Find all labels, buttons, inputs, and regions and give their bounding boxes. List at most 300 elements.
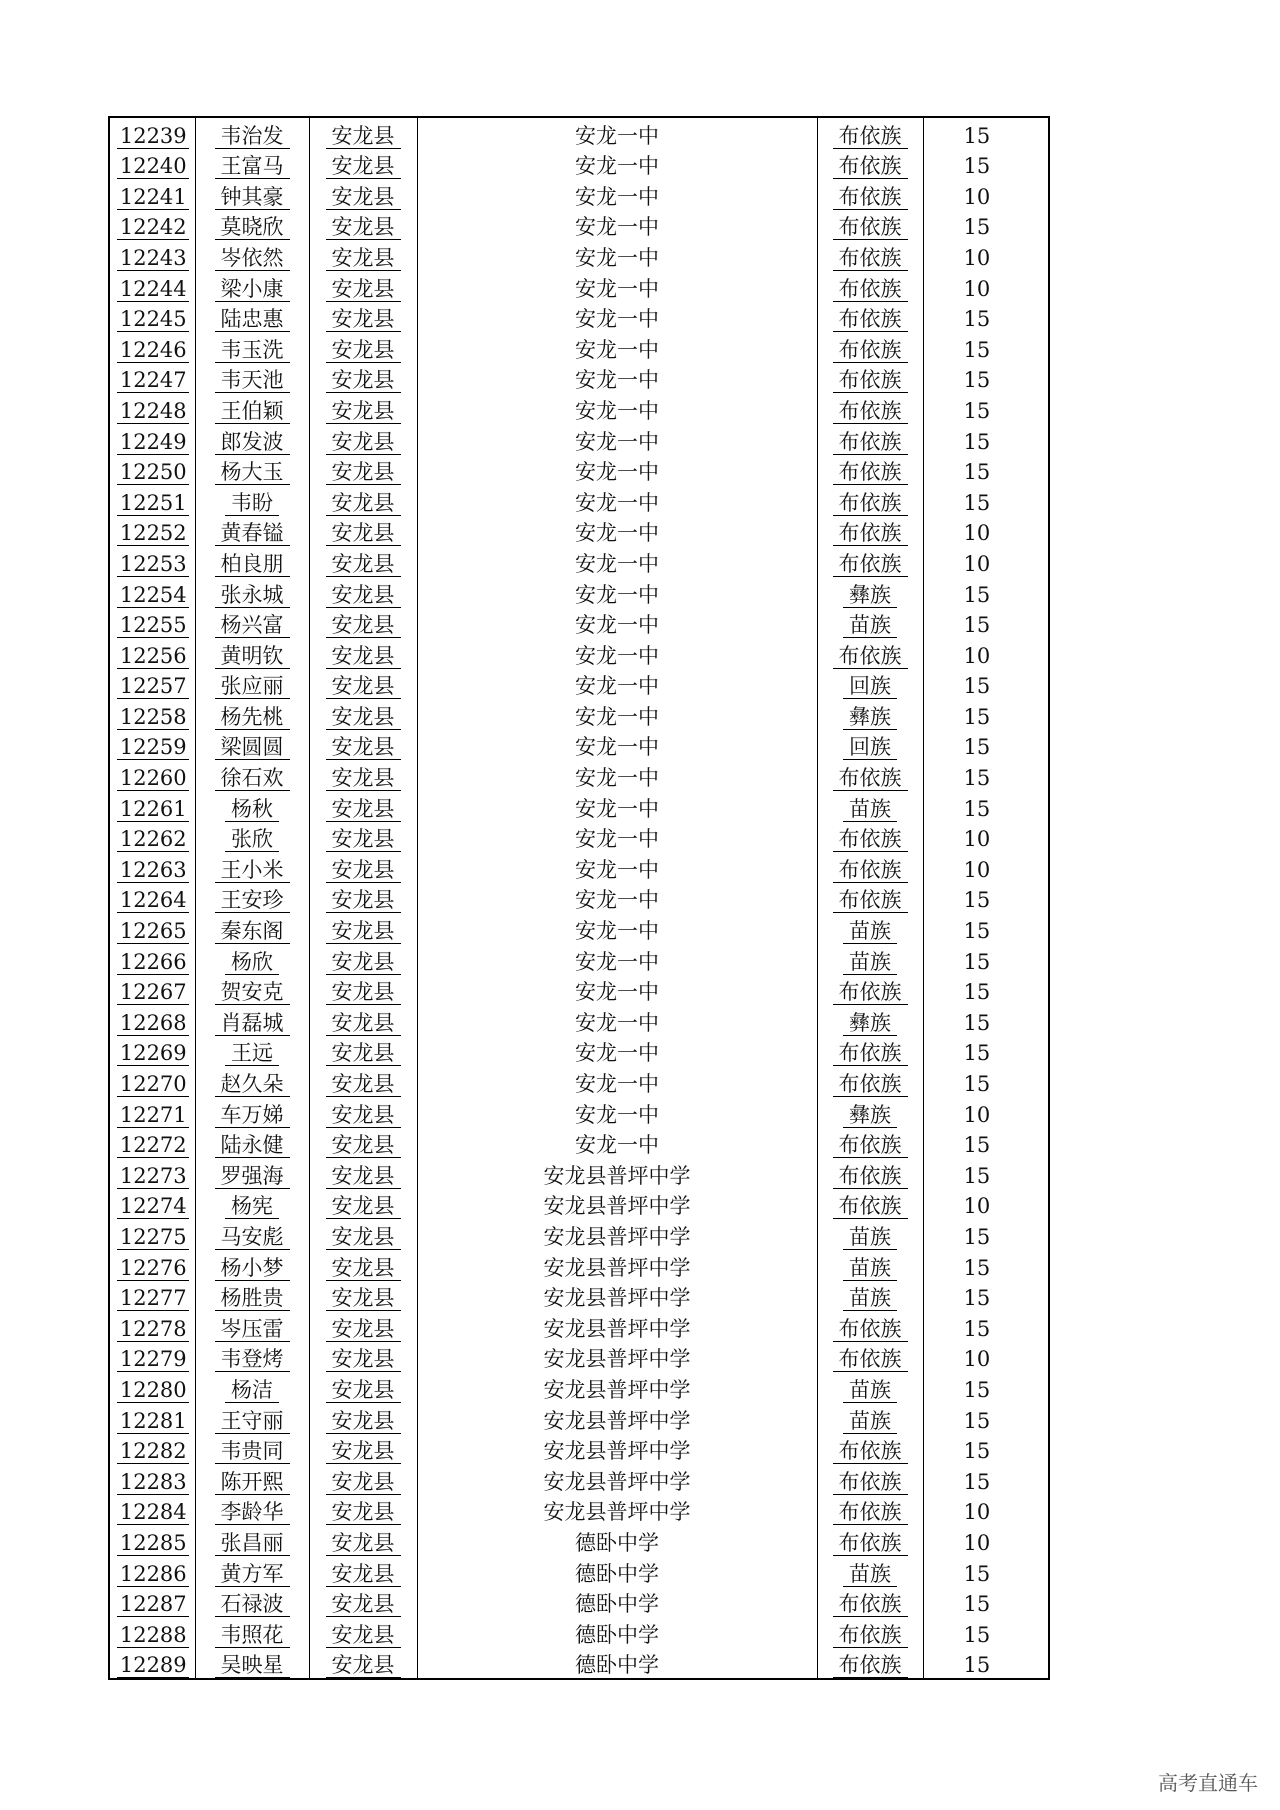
cell-score [923,944,1049,975]
ethnic-text: 彝族 [843,1103,897,1128]
cell-ethnic [817,883,923,914]
cell-name [195,393,309,424]
cell-score [923,913,1049,944]
score-text: 10 [963,643,991,668]
county-text: 安龙县 [326,1286,401,1311]
id-text: 12244 [117,277,189,302]
score-text: 15 [963,919,991,944]
score-text: 15 [963,1622,991,1647]
ethnic-text: 彝族 [843,705,897,730]
cell-school [417,577,817,608]
table-row [109,791,1049,822]
county-text: 安龙县 [326,1317,401,1342]
table-row [109,1005,1049,1036]
cell-name [195,546,309,577]
ethnic-text: 布依族 [833,1072,908,1097]
cell-name [195,240,309,271]
cell-score [923,1372,1049,1403]
cell-school [417,913,817,944]
cell-name [195,149,309,180]
cell-id [109,1158,195,1189]
table-row [109,822,1049,853]
cell-school [417,240,817,271]
cell-school [417,424,817,455]
table-row [109,852,1049,883]
table-row [109,1464,1049,1495]
id-text: 12274 [117,1194,189,1219]
cell-id [109,1372,195,1403]
cell-ethnic [817,1311,923,1342]
cell-ethnic [817,822,923,853]
table-row [109,363,1049,394]
school-text: 安龙一中 [575,429,659,454]
score-text: 15 [963,949,991,974]
cell-school [417,363,817,394]
name-text: 罗强海 [215,1164,290,1189]
school-text: 安龙县普坪中学 [543,1439,691,1464]
county-text: 安龙县 [326,246,401,271]
cell-id [109,271,195,302]
name-text: 黄明钦 [215,644,290,669]
cell-county [309,1036,417,1067]
ethnic-text: 苗族 [843,919,897,944]
id-text: 12271 [117,1103,189,1128]
id-text: 12246 [117,338,189,363]
cell-score [923,302,1049,333]
county-text: 安龙县 [326,674,401,699]
cell-county [309,760,417,791]
cell-name [195,638,309,669]
score-text: 15 [963,1653,991,1678]
name-text: 马安彪 [215,1225,290,1250]
cell-id [109,1587,195,1618]
cell-ethnic [817,760,923,791]
name-text: 杨洁 [225,1378,279,1403]
cell-county [309,1219,417,1250]
school-text: 德卧中学 [575,1592,659,1617]
cell-school [417,1097,817,1128]
table-row [109,1495,1049,1526]
cell-ethnic [817,1617,923,1648]
cell-id [109,975,195,1006]
table-row [109,179,1049,210]
id-text: 12248 [117,399,189,424]
table-row [109,332,1049,363]
cell-school [417,1342,817,1373]
cell-score [923,1219,1049,1250]
cell-school [417,302,817,333]
cell-county [309,424,417,455]
name-text: 王安珍 [215,888,290,913]
name-text: 钟其豪 [215,185,290,210]
cell-school [417,485,817,516]
county-text: 安龙县 [326,1470,401,1495]
table-row [109,760,1049,791]
cell-ethnic [817,699,923,730]
cell-county [309,1434,417,1465]
ethnic-text: 布依族 [833,888,908,913]
county-text: 安龙县 [326,644,401,669]
id-text: 12286 [117,1562,189,1587]
cell-score [923,516,1049,547]
county-text: 安龙县 [326,1378,401,1403]
cell-name [195,1158,309,1189]
county-text: 安龙县 [326,1256,401,1281]
ethnic-text: 布依族 [833,215,908,240]
cell-school [417,791,817,822]
cell-id [109,393,195,424]
score-text: 15 [963,215,991,240]
id-text: 12289 [117,1653,189,1678]
cell-county [309,1158,417,1189]
school-text: 安龙一中 [575,857,659,882]
cell-name [195,210,309,241]
cell-name [195,1066,309,1097]
school-text: 安龙一中 [575,154,659,179]
table-row [109,1617,1049,1648]
cell-ethnic [817,1434,923,1465]
cell-ethnic [817,1372,923,1403]
id-text: 12267 [117,980,189,1005]
table-row [109,1587,1049,1618]
cell-county [309,210,417,241]
cell-county [309,730,417,761]
ethnic-text: 布依族 [833,1133,908,1158]
county-text: 安龙县 [326,368,401,393]
cell-id [109,1189,195,1220]
cell-county [309,1495,417,1526]
id-text: 12282 [117,1439,189,1464]
cell-score [923,1158,1049,1189]
cell-school [417,1005,817,1036]
ethnic-text: 苗族 [843,797,897,822]
ethnic-text: 布依族 [833,307,908,332]
table-row [109,975,1049,1006]
cell-score [923,1556,1049,1587]
cell-name [195,302,309,333]
cell-county [309,1097,417,1128]
cell-score [923,699,1049,730]
table-row [109,638,1049,669]
county-text: 安龙县 [326,735,401,760]
cell-school [417,638,817,669]
cell-school [417,1281,817,1312]
cell-ethnic [817,1587,923,1618]
table-row [109,516,1049,547]
cell-score [923,760,1049,791]
score-text: 15 [963,1133,991,1158]
cell-id [109,1648,195,1680]
ethnic-text: 布依族 [833,399,908,424]
name-text: 杨兴富 [215,613,290,638]
cell-ethnic [817,638,923,669]
cell-school [417,1403,817,1434]
table-row [109,883,1049,914]
id-text: 12262 [117,827,189,852]
county-text: 安龙县 [326,705,401,730]
cell-id [109,608,195,639]
county-text: 安龙县 [326,124,401,149]
school-text: 安龙一中 [575,337,659,362]
cell-name [195,1311,309,1342]
cell-county [309,1281,417,1312]
cell-id [109,485,195,516]
cell-county [309,1066,417,1097]
ethnic-text: 布依族 [833,1500,908,1525]
id-text: 12255 [117,613,189,638]
table-row [109,1066,1049,1097]
cell-name [195,1525,309,1556]
table-row [109,149,1049,180]
cell-id [109,577,195,608]
cell-ethnic [817,1250,923,1281]
table-row [109,1434,1049,1465]
ethnic-text: 布依族 [833,552,908,577]
name-text: 黄方军 [215,1562,290,1587]
ethnic-text: 布依族 [833,368,908,393]
cell-county [309,944,417,975]
cell-score [923,669,1049,700]
county-text: 安龙县 [326,888,401,913]
score-text: 10 [963,857,991,882]
school-text: 安龙一中 [575,307,659,332]
table-body [109,117,1049,1679]
table-row [109,1403,1049,1434]
cell-score [923,975,1049,1006]
cell-id [109,516,195,547]
name-text: 黄春镒 [215,521,290,546]
cell-county [309,1128,417,1159]
school-text: 安龙县普坪中学 [543,1163,691,1188]
county-text: 安龙县 [326,307,401,332]
cell-county [309,1311,417,1342]
cell-county [309,577,417,608]
cell-id [109,1250,195,1281]
school-text: 安龙县普坪中学 [543,1500,691,1525]
score-text: 15 [963,1010,991,1035]
cell-name [195,791,309,822]
cell-name [195,669,309,700]
cell-school [417,393,817,424]
score-text: 10 [963,276,991,301]
table-row [109,913,1049,944]
cell-score [923,1005,1049,1036]
cell-name [195,485,309,516]
name-text: 肖磊城 [215,1011,290,1036]
school-text: 安龙一中 [575,1041,659,1066]
ethnic-text: 苗族 [843,1256,897,1281]
score-text: 15 [963,429,991,454]
cell-county [309,393,417,424]
cell-school [417,1525,817,1556]
cell-name [195,883,309,914]
cell-name [195,179,309,210]
school-text: 安龙一中 [575,674,659,699]
id-text: 12258 [117,705,189,730]
county-text: 安龙县 [326,613,401,638]
school-text: 安龙一中 [575,949,659,974]
cell-ethnic [817,271,923,302]
name-text: 王守丽 [215,1409,290,1434]
score-text: 15 [963,1316,991,1341]
cell-school [417,669,817,700]
cell-score [923,117,1049,149]
name-text: 吴映星 [215,1653,290,1678]
cell-score [923,730,1049,761]
cell-school [417,332,817,363]
cell-county [309,975,417,1006]
score-text: 10 [963,1102,991,1127]
name-text: 杨先桃 [215,705,290,730]
cell-county [309,485,417,516]
school-text: 安龙一中 [575,276,659,301]
cell-ethnic [817,1403,923,1434]
table-row [109,240,1049,271]
cell-score [923,210,1049,241]
cell-name [195,332,309,363]
name-text: 陈开熙 [215,1470,290,1495]
ethnic-text: 布依族 [833,246,908,271]
school-text: 安龙一中 [575,1133,659,1158]
cell-school [417,852,817,883]
cell-ethnic [817,975,923,1006]
cell-id [109,1281,195,1312]
name-text: 岑依然 [215,246,290,271]
ethnic-text: 布依族 [833,1653,908,1678]
id-text: 12264 [117,888,189,913]
cell-id [109,546,195,577]
score-text: 15 [963,613,991,638]
county-text: 安龙县 [326,1041,401,1066]
cell-id [109,179,195,210]
cell-school [417,455,817,486]
cell-name [195,1250,309,1281]
school-text: 安龙一中 [575,398,659,423]
cell-score [923,1587,1049,1618]
cell-school [417,1617,817,1648]
score-text: 15 [963,490,991,515]
cell-name [195,1434,309,1465]
cell-county [309,117,417,149]
id-text: 12288 [117,1623,189,1648]
table-row [109,302,1049,333]
cell-school [417,975,817,1006]
table-row [109,424,1049,455]
school-text: 安龙县普坪中学 [543,1377,691,1402]
id-text: 12261 [117,797,189,822]
score-text: 15 [963,766,991,791]
cell-id [109,1556,195,1587]
cell-id [109,669,195,700]
cell-ethnic [817,1556,923,1587]
school-text: 安龙一中 [575,582,659,607]
cell-score [923,1311,1049,1342]
cell-ethnic [817,1005,923,1036]
cell-ethnic [817,1648,923,1680]
cell-county [309,1556,417,1587]
cell-school [417,883,817,914]
ethnic-text: 苗族 [843,1378,897,1403]
school-text: 安龙一中 [575,184,659,209]
cell-school [417,149,817,180]
id-text: 12283 [117,1470,189,1495]
cell-school [417,730,817,761]
cell-school [417,1648,817,1680]
cell-score [923,1281,1049,1312]
cell-ethnic [817,1219,923,1250]
cell-score [923,485,1049,516]
id-text: 12272 [117,1133,189,1158]
id-text: 12284 [117,1500,189,1525]
ethnic-text: 布依族 [833,1439,908,1464]
id-text: 12250 [117,460,189,485]
county-text: 安龙县 [326,338,401,363]
table-row [109,669,1049,700]
cell-id [109,455,195,486]
cell-id [109,149,195,180]
ethnic-text: 苗族 [843,1225,897,1250]
school-text: 安龙一中 [575,735,659,760]
table-row [109,608,1049,639]
id-text: 12239 [117,124,189,149]
id-text: 12259 [117,735,189,760]
school-text: 安龙一中 [575,643,659,668]
cell-school [417,1036,817,1067]
cell-score [923,424,1049,455]
cell-id [109,791,195,822]
ethnic-text: 布依族 [833,154,908,179]
score-text: 10 [963,1347,991,1372]
cell-id [109,1219,195,1250]
cell-school [417,822,817,853]
id-text: 12285 [117,1531,189,1556]
cell-school [417,1189,817,1220]
cell-school [417,516,817,547]
id-text: 12269 [117,1041,189,1066]
ethnic-text: 布依族 [833,1592,908,1617]
id-text: 12247 [117,368,189,393]
cell-id [109,883,195,914]
cell-county [309,302,417,333]
ethnic-text: 布依族 [833,1317,908,1342]
name-text: 赵久朵 [215,1072,290,1097]
cell-county [309,883,417,914]
cell-name [195,1648,309,1680]
score-text: 15 [963,398,991,423]
score-text: 15 [963,368,991,393]
cell-name [195,1495,309,1526]
cell-id [109,760,195,791]
cell-ethnic [817,1066,923,1097]
cell-score [923,393,1049,424]
id-text: 12243 [117,246,189,271]
cell-ethnic [817,424,923,455]
id-text: 12256 [117,644,189,669]
name-text: 石禄波 [215,1592,290,1617]
id-text: 12263 [117,858,189,883]
id-text: 12276 [117,1256,189,1281]
cell-id [109,332,195,363]
ethnic-text: 苗族 [843,950,897,975]
cell-name [195,577,309,608]
county-text: 安龙县 [326,1562,401,1587]
school-text: 安龙县普坪中学 [543,1347,691,1372]
id-text: 12245 [117,307,189,332]
cell-school [417,210,817,241]
name-text: 王远 [225,1041,279,1066]
cell-ethnic [817,455,923,486]
cell-school [417,1311,817,1342]
